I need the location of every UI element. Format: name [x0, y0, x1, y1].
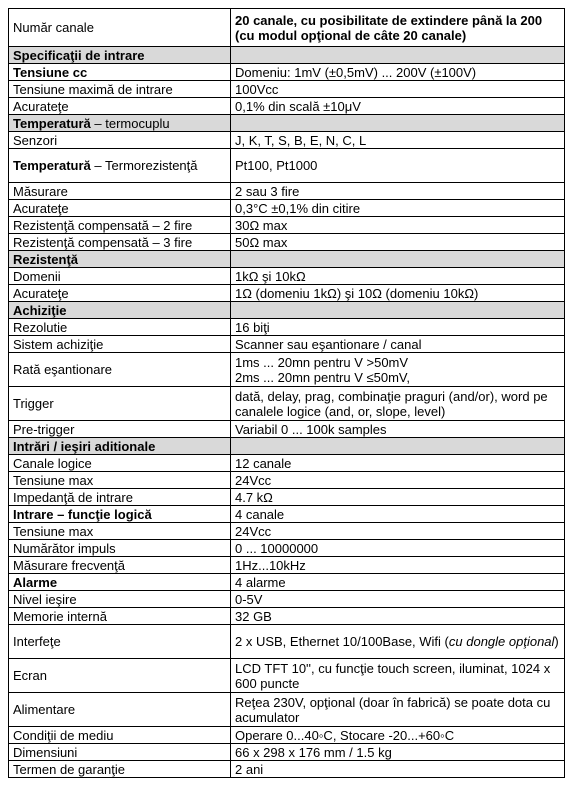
spec-value [231, 523, 565, 540]
spec-label [9, 472, 231, 489]
spec-value-text: 100Vcc [235, 81, 279, 97]
spec-label-text: Tensiune cc [13, 64, 88, 80]
spec-label-text: Alarme [13, 574, 58, 590]
section-title [9, 251, 231, 268]
spec-value-text: Scanner sau eşantionare / canal [235, 336, 422, 352]
spec-label-text: Sistem achiziţie [13, 336, 104, 352]
spec-label-text: Tensiune maximă de intrare [13, 81, 173, 97]
spec-value-text: 2 sau 3 fire [235, 183, 300, 199]
spec-label [9, 268, 231, 285]
spec-value [231, 353, 565, 387]
spec-label [9, 98, 231, 115]
spec-label-text: Acurateţe [13, 285, 69, 301]
section-title-label: Rezistenţă [13, 251, 79, 267]
spec-value [231, 81, 565, 98]
spec-row [9, 727, 565, 744]
spec-row [9, 761, 565, 778]
spec-row [9, 557, 565, 574]
spec-label [9, 9, 231, 47]
spec-label [9, 149, 231, 183]
spec-row [9, 64, 565, 81]
spec-row [9, 336, 565, 353]
specifications-table-body [9, 9, 565, 778]
spec-value-text: Operare 0...40◦C, Stocare -20...+60◦C [235, 727, 455, 743]
specifications-table [8, 8, 565, 778]
spec-value-text: 2 ani [235, 761, 264, 777]
spec-label-text: Tensiune max [13, 523, 94, 539]
spec-label [9, 421, 231, 438]
spec-value [231, 693, 565, 727]
spec-value [231, 132, 565, 149]
section-title-empty-cell [231, 115, 565, 132]
spec-label [9, 217, 231, 234]
spec-value-text: 50Ω max [235, 234, 288, 250]
section-title-label: Specificaţii de intrare [13, 47, 145, 63]
spec-sheet [8, 8, 565, 778]
spec-value [231, 183, 565, 200]
spec-value-suffix: ) [554, 634, 559, 649]
spec-value [231, 574, 565, 591]
spec-row [9, 234, 565, 251]
spec-value [231, 591, 565, 608]
spec-value [231, 234, 565, 251]
spec-value [231, 268, 565, 285]
spec-label [9, 523, 231, 540]
section-title-label: Intrări / ieşiri aditionale [13, 438, 156, 454]
spec-label [9, 727, 231, 744]
spec-row [9, 472, 565, 489]
spec-value [231, 727, 565, 744]
spec-row [9, 353, 565, 387]
spec-value-text: 0 ... 10000000 [235, 540, 319, 556]
spec-label [9, 540, 231, 557]
spec-label-text: Alimentare [13, 702, 76, 717]
spec-row [9, 98, 565, 115]
spec-row [9, 455, 565, 472]
spec-value [231, 319, 565, 336]
spec-label [9, 183, 231, 200]
spec-label-text: Trigger [13, 396, 54, 411]
spec-value-text: LCD TFT 10'', cu funcţie touch screen, iluminat, 1024 x 600 puncte [235, 660, 551, 691]
spec-label [9, 387, 231, 421]
spec-label-text: Temperatură [13, 158, 91, 173]
spec-value [231, 625, 565, 659]
spec-value [231, 761, 565, 778]
spec-label [9, 200, 231, 217]
spec-label-suffix: – Termorezistenţă [90, 158, 198, 173]
spec-label-text: Nivel ieşire [13, 591, 77, 607]
spec-label-text: Impedanţă de intrare [13, 489, 133, 505]
spec-value [231, 540, 565, 557]
spec-value [231, 489, 565, 506]
spec-row [9, 489, 565, 506]
section-title-label: Temperatură [13, 115, 91, 131]
section-title-empty-cell [231, 302, 565, 319]
spec-label [9, 353, 231, 387]
spec-value-text: 4 alarme [235, 574, 286, 590]
spec-value [231, 557, 565, 574]
spec-value [231, 387, 565, 421]
spec-value-text: 0,3°C ±0,1% din citire [235, 200, 361, 216]
spec-label [9, 285, 231, 302]
spec-row [9, 149, 565, 183]
spec-label [9, 455, 231, 472]
spec-value [231, 200, 565, 217]
section-title-suffix: – termocuplu [90, 115, 170, 131]
spec-label [9, 336, 231, 353]
spec-row [9, 387, 565, 421]
spec-row [9, 132, 565, 149]
section-title-label: Achiziţie [13, 302, 67, 318]
spec-label-text: Măsurare frecvenţă [13, 557, 125, 573]
spec-label-text: Pre-trigger [13, 421, 75, 437]
spec-row [9, 200, 565, 217]
spec-value-text: 24Vcc [235, 523, 272, 539]
spec-row [9, 659, 565, 693]
spec-value-text: 32 GB [235, 608, 272, 624]
section-header-row [9, 115, 565, 132]
section-header-row [9, 47, 565, 64]
spec-row [9, 217, 565, 234]
spec-value [231, 336, 565, 353]
spec-label-text: Rată eşantionare [13, 362, 113, 377]
spec-row [9, 625, 565, 659]
spec-label-text: Rezistenţă compensată – 3 fire [13, 234, 193, 250]
spec-value-text: J, K, T, S, B, E, N, C, L [235, 132, 367, 148]
spec-value-text: Pt100, Pt1000 [235, 158, 318, 173]
spec-label-text: Rezolutie [13, 319, 68, 335]
spec-label [9, 659, 231, 693]
spec-label-text: Măsurare [13, 183, 68, 199]
section-header-row [9, 438, 565, 455]
section-title [9, 438, 231, 455]
spec-label [9, 557, 231, 574]
spec-value-text: 4.7 kΩ [235, 489, 273, 505]
spec-row [9, 608, 565, 625]
section-title [9, 115, 231, 132]
spec-value-text: 16 biţi [235, 319, 270, 335]
spec-label [9, 234, 231, 251]
spec-value-text: 20 canale, cu posibilitate de extindere până la 200 (cu modul opţional de câte 20 canale) [235, 12, 543, 43]
section-title-empty-cell [231, 438, 565, 455]
spec-row [9, 574, 565, 591]
spec-value [231, 421, 565, 438]
spec-label-text: Condiţii de mediu [13, 727, 114, 743]
section-title [9, 47, 231, 64]
spec-row [9, 268, 565, 285]
spec-row [9, 9, 565, 47]
spec-label [9, 574, 231, 591]
spec-label-text: Acurateţe [13, 200, 69, 216]
spec-value [231, 217, 565, 234]
spec-label-text: Senzori [13, 132, 58, 148]
spec-value [231, 285, 565, 302]
spec-value-text: 12 canale [235, 455, 292, 471]
spec-value-text: 1Ω (domeniu 1kΩ) şi 10Ω (domeniu 10kΩ) [235, 285, 479, 301]
spec-value-text: dată, delay, prag, combinaţie praguri (and/or), word pe canalele logice (and, or, slope, level) [235, 388, 548, 419]
spec-label-text: Rezistenţă compensată – 2 fire [13, 217, 193, 233]
spec-label-text: Acurateţe [13, 98, 69, 114]
spec-value-text: 0-5V [235, 591, 263, 607]
section-header-row [9, 302, 565, 319]
spec-row [9, 81, 565, 98]
spec-label [9, 761, 231, 778]
spec-value [231, 659, 565, 693]
spec-row [9, 693, 565, 727]
spec-label-text: Număr canale [13, 20, 94, 35]
spec-row [9, 540, 565, 557]
spec-value [231, 9, 565, 47]
spec-value-text: Variabil 0 ... 100k samples [235, 421, 387, 437]
spec-value-text: 2 x USB, Ethernet 10/100Base, Wifi ( [235, 634, 449, 649]
spec-label-text: Tensiune max [13, 472, 94, 488]
spec-value-text: 66 x 298 x 176 mm / 1.5 kg [235, 744, 392, 760]
spec-value-italic: cu dongle opţional [448, 634, 555, 649]
spec-value [231, 149, 565, 183]
spec-value [231, 472, 565, 489]
spec-label-text: Canale logice [13, 455, 92, 471]
spec-label [9, 81, 231, 98]
spec-value-text: 1Hz...10kHz [235, 557, 306, 573]
spec-label [9, 625, 231, 659]
spec-label-text: Termen de garanţie [13, 761, 126, 777]
spec-label [9, 64, 231, 81]
section-header-row [9, 251, 565, 268]
spec-row [9, 285, 565, 302]
section-title-empty-cell [231, 47, 565, 64]
spec-row [9, 744, 565, 761]
spec-label [9, 132, 231, 149]
spec-label-text: Numărător impuls [13, 540, 116, 556]
spec-value [231, 455, 565, 472]
spec-value-text: 0,1% din scală ±10μV [235, 98, 361, 114]
spec-label-text: Intrare – funcţie logică [13, 506, 152, 522]
spec-value-text: 24Vcc [235, 472, 272, 488]
spec-value-text: 4 canale [235, 506, 285, 522]
spec-label-text: Ecran [13, 668, 47, 683]
spec-label [9, 693, 231, 727]
spec-label-text: Interfeţe [13, 634, 61, 649]
spec-value-text: 1ms ... 20mn pentru V >50mV 2ms ... 20mn pentru V ≤50mV, [235, 354, 411, 385]
spec-row [9, 319, 565, 336]
section-title [9, 302, 231, 319]
spec-value-text: 30Ω max [235, 217, 288, 233]
spec-value [231, 64, 565, 81]
spec-value [231, 608, 565, 625]
spec-label-text: Dimensiuni [13, 744, 78, 760]
spec-label [9, 489, 231, 506]
spec-label [9, 506, 231, 523]
spec-row [9, 421, 565, 438]
spec-row [9, 523, 565, 540]
spec-value [231, 98, 565, 115]
spec-row [9, 183, 565, 200]
spec-label [9, 608, 231, 625]
spec-value-text: Domeniu: 1mV (±0,5mV) ... 200V (±100V) [235, 64, 477, 80]
spec-value [231, 744, 565, 761]
spec-label-text: Memorie internă [13, 608, 107, 624]
section-title-empty-cell [231, 251, 565, 268]
spec-row [9, 591, 565, 608]
spec-row [9, 506, 565, 523]
spec-value [231, 506, 565, 523]
spec-value-text: Reţea 230V, opţional (doar în fabrică) se poate dota cu acumulator [235, 694, 551, 725]
spec-label [9, 591, 231, 608]
spec-label [9, 319, 231, 336]
spec-label-text: Domenii [13, 268, 61, 284]
spec-label [9, 744, 231, 761]
spec-value-text: 1kΩ şi 10kΩ [235, 268, 306, 284]
